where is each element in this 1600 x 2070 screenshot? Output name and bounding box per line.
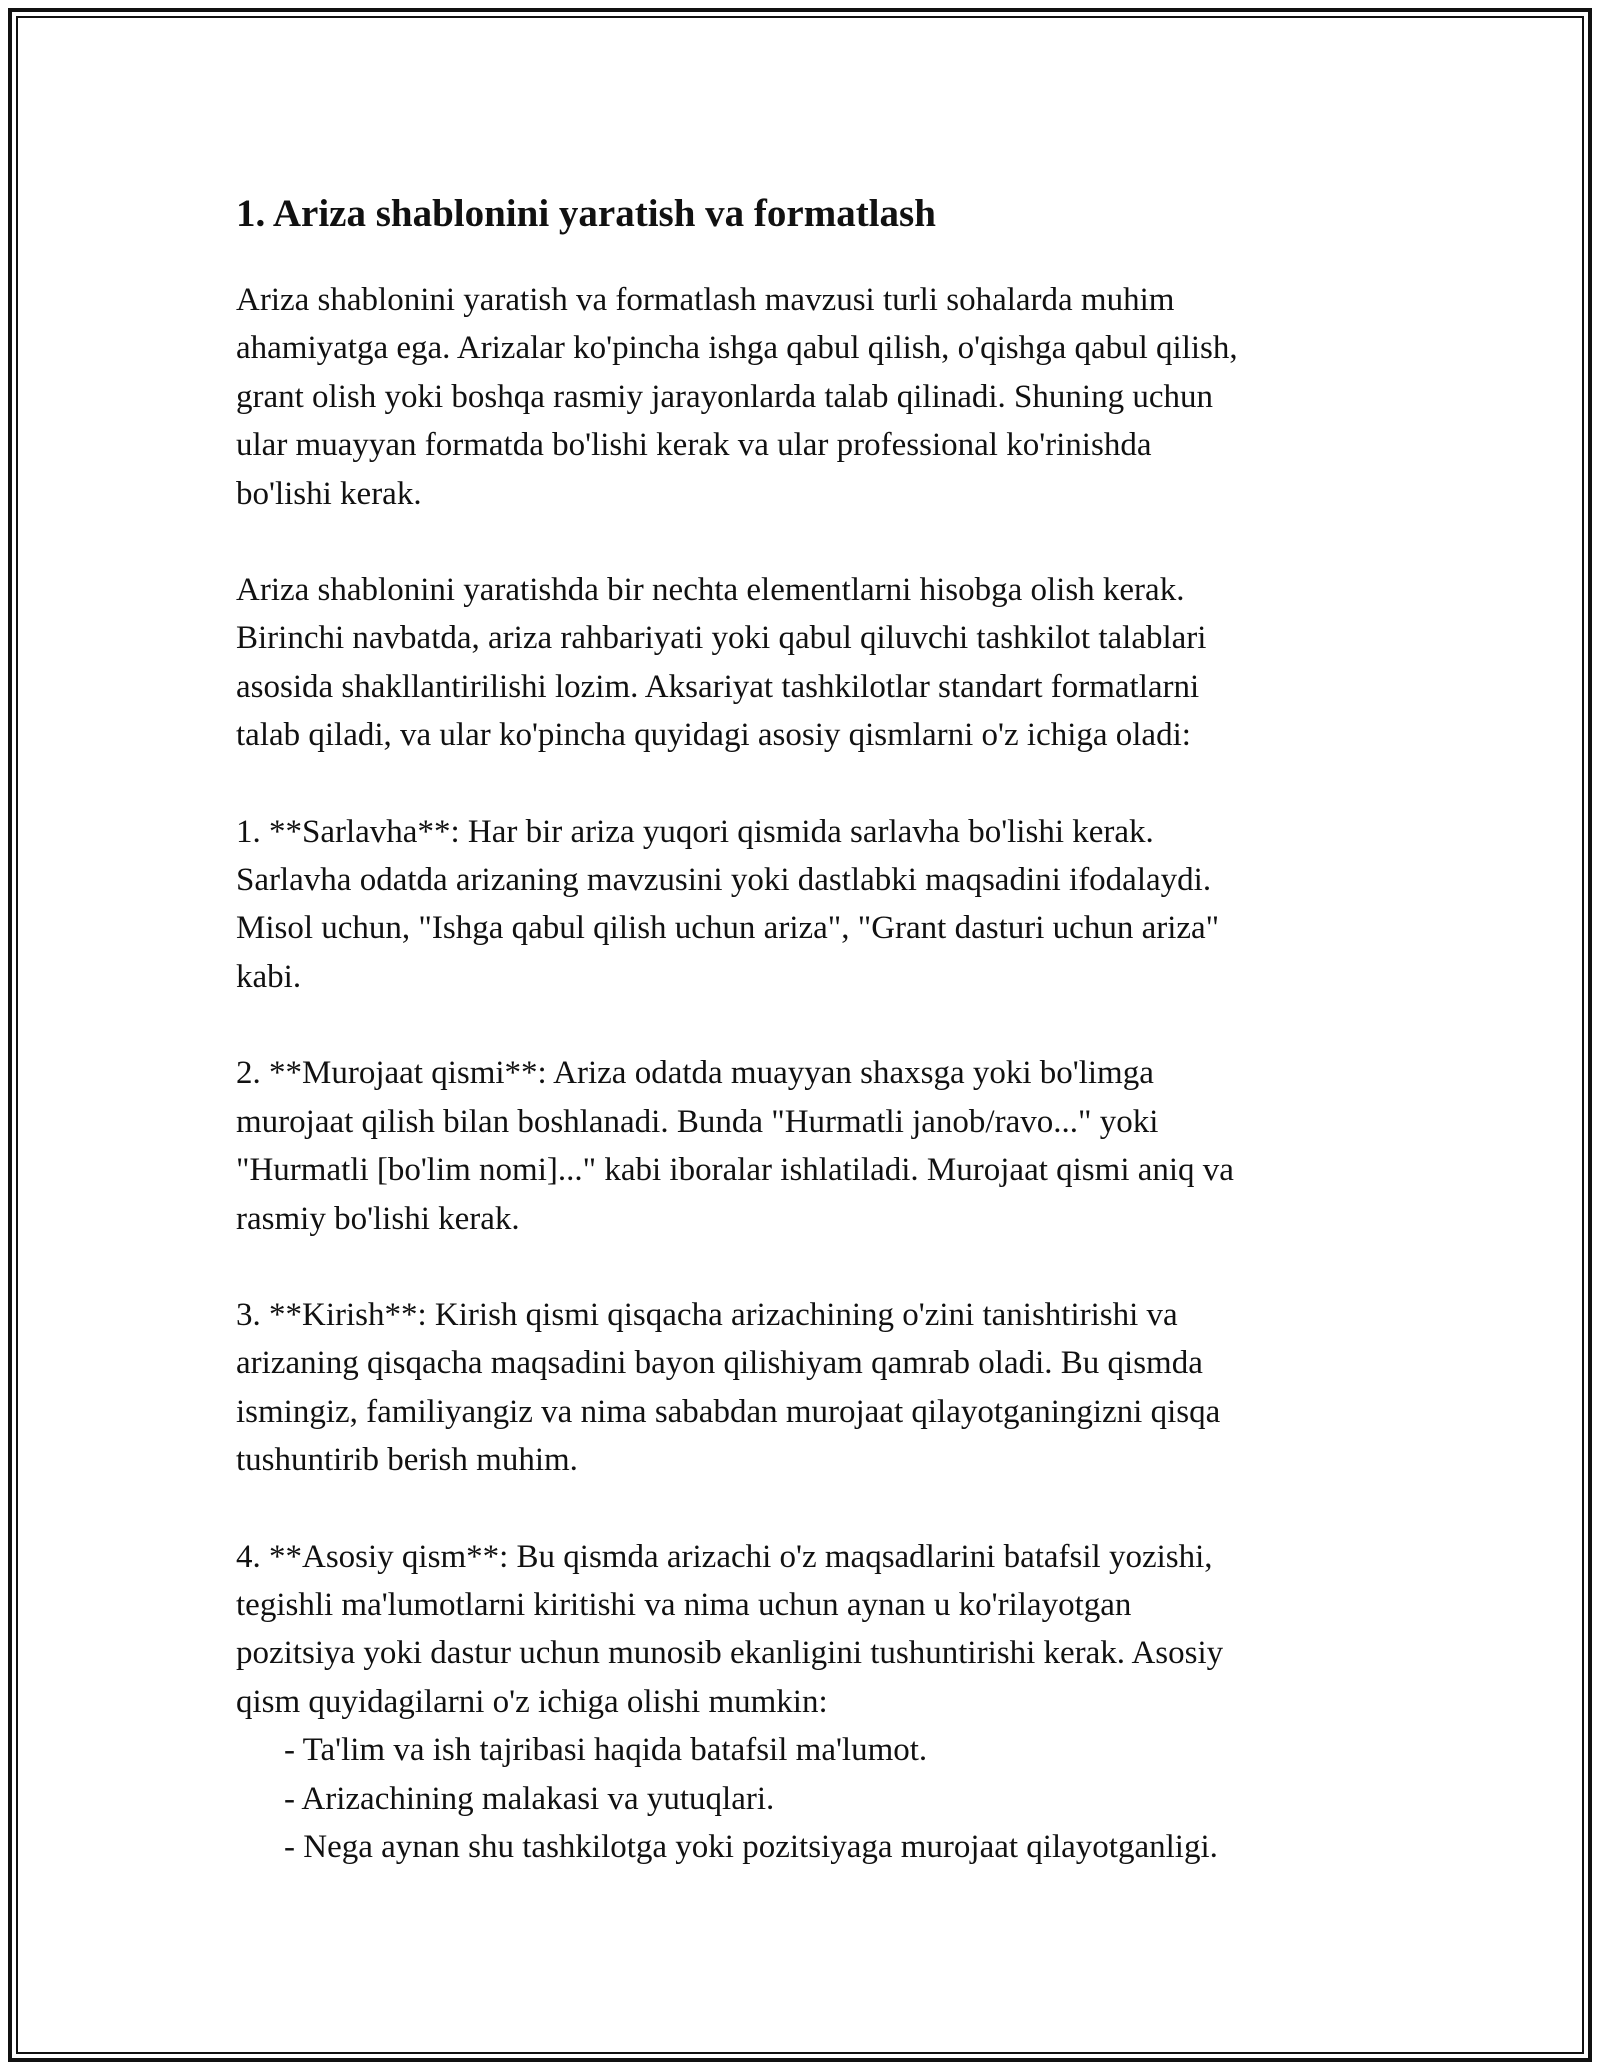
asosiy-qism-sublist (236, 1726, 1366, 1871)
intro-paragraph: Ariza shablonini yaratish va formatlash mavzusi turli sohalarda muhim ahamiyatga ega. Arizalar ko'pincha ishga qabul qilish, o'qishga qabul qilish, grant olish yoki boshqa rasmiy jarayonlarda talab qilinadi. Shuning uchun ular muayyan formatda bo'lishi kerak va ular professional ko'rinishda bo'lishi kerak. (236, 282, 1238, 512)
document-body (236, 186, 1366, 1871)
asosiy-qism-item: 4. **Asosiy qism**: Bu qismda arizachi o'z maqsadlarini batafsil yozishi, tegishli ma'lumotlarni kiritishi va nima uchun aynan u ko'rilayotgan pozitsiya yoki dastur uchun munosib ekanligini tushuntirishi kerak. Asosiy qism quyidagilarni o'z ichiga olishi mumkin: (236, 1538, 1224, 1720)
kirish-item: 3. **Kirish**: Kirish qismi qisqacha arizachining o'zini tanishtirishi va arizaning qisqacha maqsadini bayon qilishiyam qamrab oladi. Bu qismda ismingiz, familiyangiz va nima sababdan murojaat qilayotganingizni qisqa tushuntirib berish muhim. (236, 1296, 1221, 1479)
sublist-item: - Ta'lim va ish tajribasi haqida batafsil ma'lumot. (284, 1732, 928, 1769)
section-heading: 1. Ariza shablonini yaratish va formatlash (236, 192, 936, 235)
sublist-item: - Nega aynan shu tashkilotga yoki pozitsiyaga murojaat qilayotganligi. (284, 1828, 1218, 1865)
murojaat-item: 2. **Murojaat qismi**: Ariza odatda muayyan shaxsga yoki bo'limga murojaat qilish bilan boshlanadi. Bunda "Hurmatli janob/ravo..." yoki "Hurmatli [bo'lim nomi]..." kabi iboralar ishlatiladi. Murojaat qismi aniq va rasmiy bo'lishi kerak. (236, 1055, 1234, 1237)
sarlavha-item: 1. **Sarlavha**: Har bir ariza yuqori qismida sarlavha bo'lishi kerak. Sarlavha odatda arizaning mavzusini yoki dastlabki maqsadini ifodalaydi. Misol uchun, "Ishga qabul qilish uchun ariza", "Grant dasturi uchun ariza" kabi. (236, 813, 1220, 995)
sublist-item: - Arizachining malakasi va yutuqlari. (284, 1780, 775, 1817)
elements-paragraph: Ariza shablonini yaratishda bir nechta elementlarni hisobga olish kerak. Birinchi navbatda, ariza rahbariyati yoki qabul qiluvchi tashkilot talablari asosida shakllantirilishi lozim. Aksariyat tashkilotlar standart formatlarni talab qiladi, va ular ko'pincha quyidagi asosiy qismlarni o'z ichiga oladi: (236, 572, 1207, 754)
